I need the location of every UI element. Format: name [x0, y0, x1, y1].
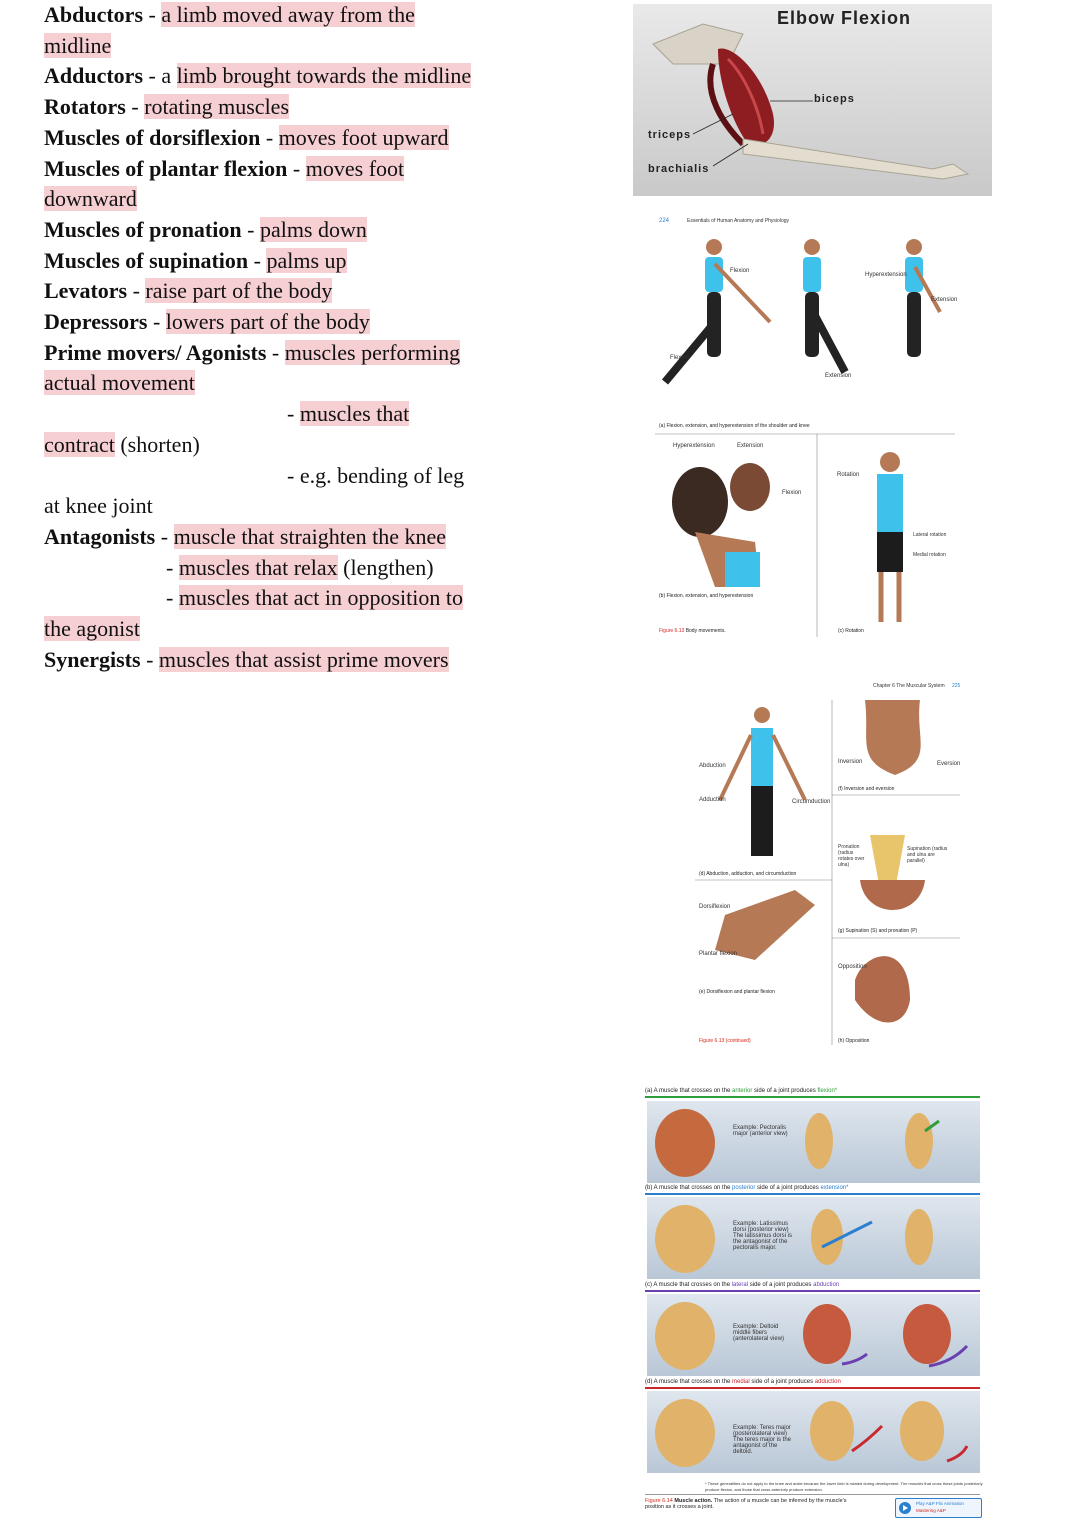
note-antagonists: Antagonists - muscle that straighten the knee: [44, 523, 447, 549]
caption-a: (a) Flexion, extension, and hyperextension of the shoulder and knee: [659, 423, 810, 429]
note-supination: Muscles of supination - palms up: [44, 247, 347, 273]
note-levators: Levators - raise part of the body: [44, 278, 333, 304]
panel-b-title: (b) A muscle that crosses on the posterior side of a joint produces extension*: [645, 1185, 849, 1191]
panel-c-title: (c) A muscle that crosses on the lateral side of a joint produces abduction: [645, 1282, 840, 1288]
body-movements-figure: 224 Essentials of Human Anatomy and Physiology Flexion Flexion Extension Hyperextension Extension (a) Flexion, extension, and hyperextension of the shoulder and knee Hyperextension Extension Flexion (b) Flexion, extension, and hyperextension Rotation Lateral rotation Medial rotation (c) Rotation Figure 6.13 Body movements.: [655, 212, 965, 642]
panel-d: Example: Teres major (posterolateral view) The teres major is the antagonist of the deltoid.: [647, 1391, 980, 1473]
muscle-action-figure: [645, 1085, 983, 1520]
panel-d-title: (d) A muscle that crosses on the medial side of a joint produces adduction: [645, 1379, 841, 1385]
footnote: * These generalities do not apply to the knee and ankle because the lower limb is rotated during development. The muscles that cross these joints posteriorly produce flexion, and those that cross anteriorly produce extension.: [705, 1481, 983, 1492]
note-plantar: Muscles of plantar flexion - moves foot: [44, 155, 405, 181]
note-pronation: Muscles of pronation - palms down: [44, 216, 367, 242]
elbow-flexion-figure: [633, 4, 992, 196]
note-prime-movers: Prime movers/ Agonists - muscles performing: [44, 339, 461, 365]
caption-b: (b) Flexion, extension, and hyperextension: [659, 593, 754, 599]
caption-e: (e) Dorsiflexion and plantar flexion: [699, 989, 775, 995]
note-adductors: Adductors - a limb brought towards the midline: [44, 63, 472, 89]
caption-f: (f) Inversion and eversion: [838, 786, 895, 792]
play-animation-button[interactable]: Play A&P Flix Animation Mastering A&P: [895, 1498, 982, 1518]
play-triangle-icon: [903, 1505, 908, 1511]
panel-a-title: (a) A muscle that crosses on the anterior side of a joint produces flexion*: [645, 1088, 838, 1094]
note-depressors: Depressors - lowers part of the body: [44, 309, 370, 335]
note-rotators: Rotators - rotating muscles: [44, 94, 290, 120]
panel-b: Example: Latissimus dorsi (posterior view) The latissimus dorsi is the antagonist of the pectoralis major.: [647, 1197, 980, 1279]
label-triceps: triceps: [648, 129, 692, 141]
caption-d: (d) Abduction, adduction, and circumduction: [699, 871, 797, 877]
note-dorsiflexion: Muscles of dorsiflexion - moves foot upward: [44, 124, 449, 150]
caption-g: (g) Supination (S) and pronation (P): [838, 928, 918, 934]
body-movements-continued-figure: Chapter 6 The Muscular System 225 Abduction Adduction Circumduction (d) Abduction, adduction, and circumduction Inversion Eversion (f) Inversion and eversion Pronation (radius rotates over ulna) Supination (radius and ulna are parallel) (g) Supination (S) and pronation (P) Dorsiflexion Plantar flexion (e) Dorsiflexion and plantar flexion Opposition (h) Opposition Figure 6.13 (continued): [695, 680, 967, 1050]
notes-text: Abductors - a limb moved away from the midline Adductors - a limb brought towards the midline Rotators - rotating muscles Muscles of dorsiflexion - moves foot upward Muscles of plantar flexion - moves foot downward Muscles of pronation - palms down Muscles of supination - palms up Levators - raise part of the body Depressors - lowers part of the body Prime movers/ Agonists - muscles performing actual movement - muscles that contract (shorten) - e.g. bending of leg at knee joint Antagonists - muscle that straighten the knee - muscles that relax (lengthen) - muscles that act in opposition to the agonist Synergists - muscles that assist prime movers: [44, 0, 604, 675]
panel-a: Example: Pectoralis major (anterior view): [647, 1101, 980, 1183]
label-biceps: biceps: [814, 93, 855, 105]
note-abductors: Abductors - a limb moved away from the: [44, 2, 415, 27]
elbow-title: Elbow Flexion: [777, 8, 912, 28]
label-brachialis: brachialis: [648, 163, 710, 175]
caption-c: (c) Rotation: [838, 628, 864, 634]
caption-h: (h) Opposition: [838, 1038, 870, 1044]
note-synergists: Synergists - muscles that assist prime movers: [44, 646, 449, 672]
fig614-caption: Figure 6.14 Muscle action. The action of a muscle can be inferred by the muscle's position as it crosses a joint.: [645, 1498, 847, 1510]
panel-c: Example: Deltoid middle fibers (anterolateral view): [647, 1294, 980, 1376]
